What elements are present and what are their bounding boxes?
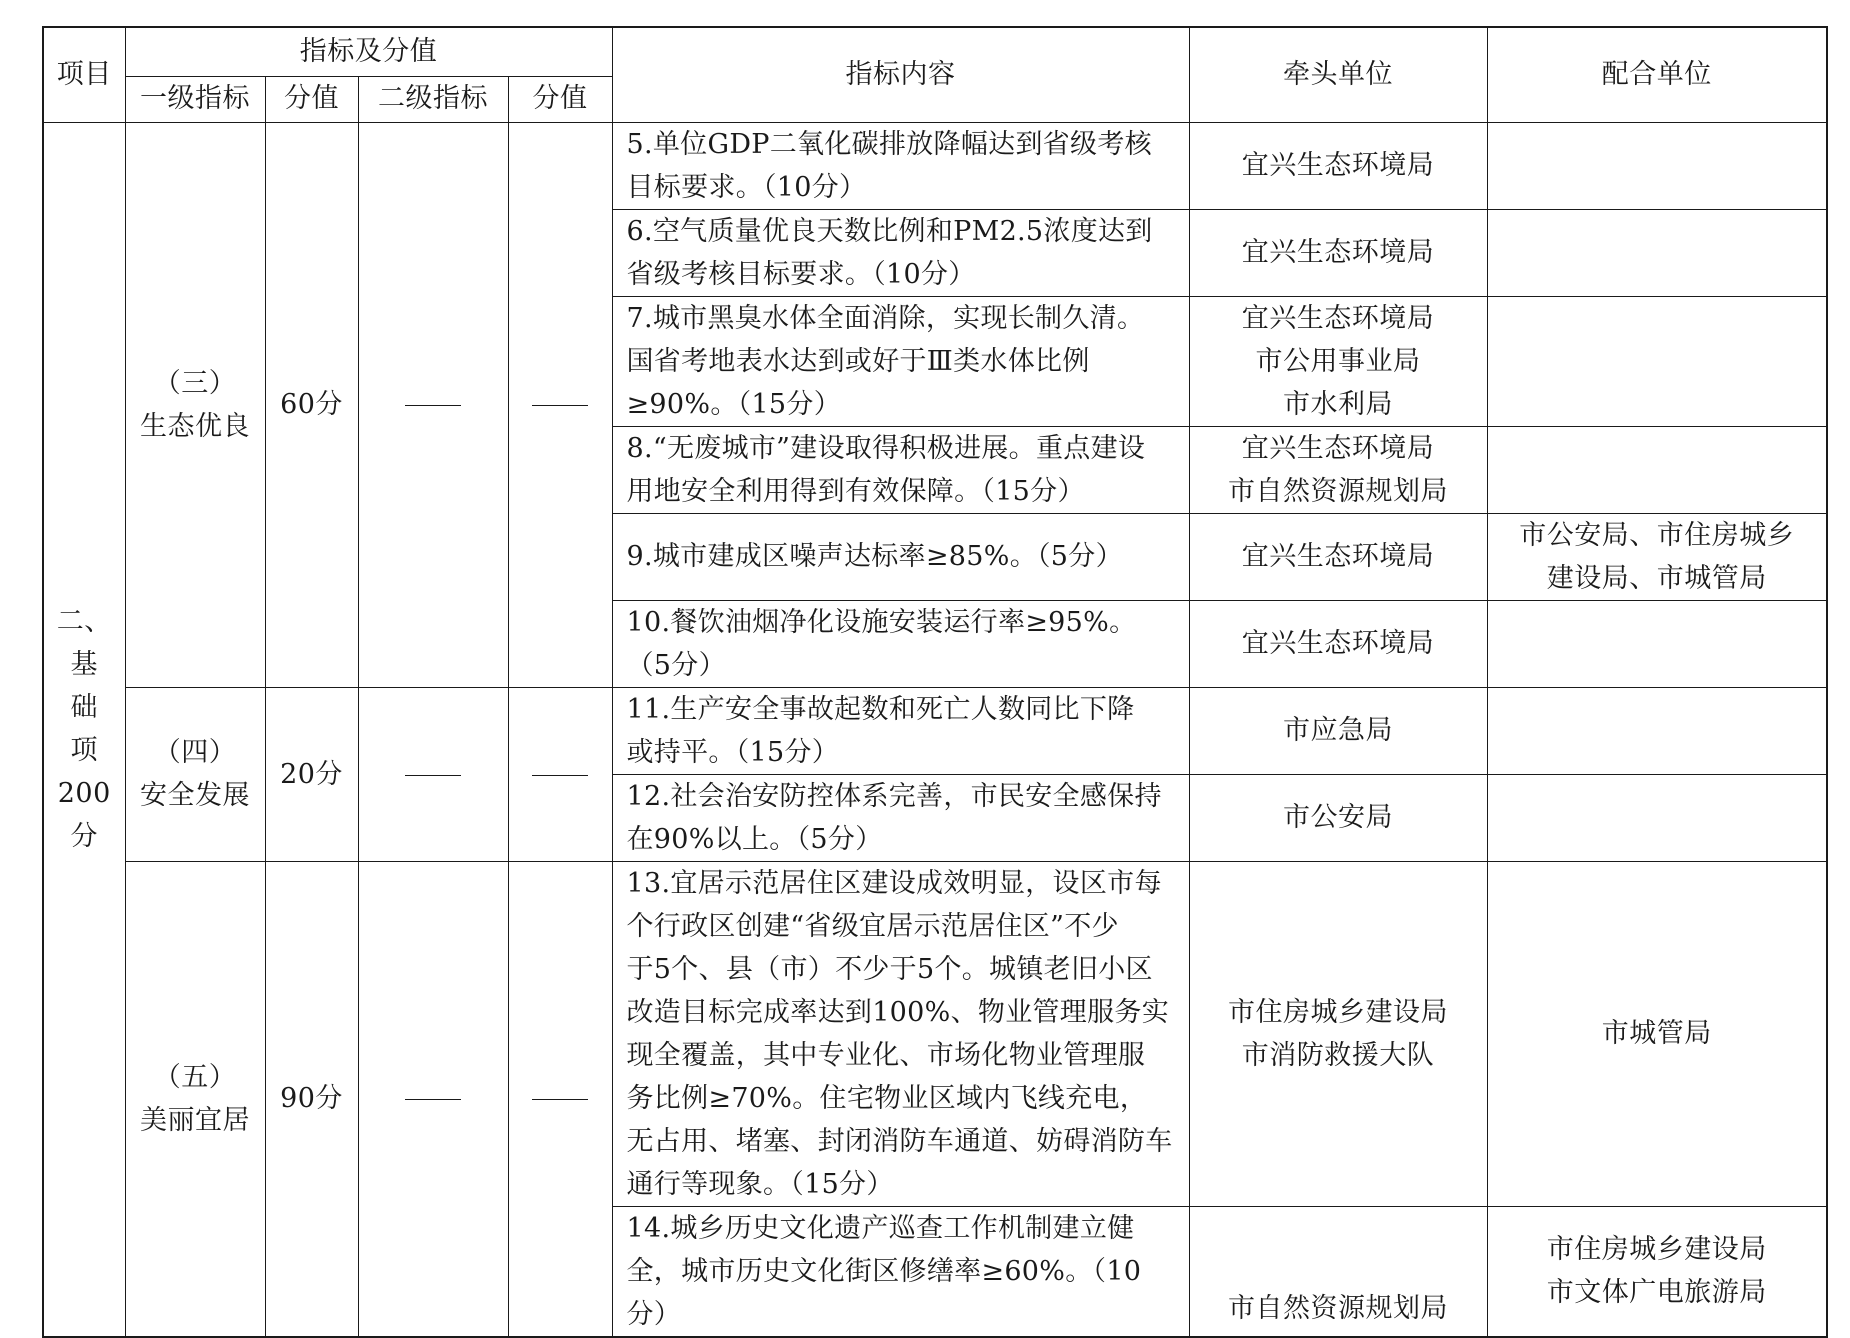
assist-unit: 市城管局	[1601, 1018, 1712, 1049]
level1-cell-safety	[125, 687, 265, 861]
lead-unit: 市消防救援大队	[1241, 1039, 1435, 1071]
content-line: 14.城乡历史文化遗产巡查工作机制建立健	[626, 1212, 1135, 1244]
content-cell	[612, 687, 1189, 774]
score1-cell: 20分	[265, 687, 358, 861]
assist-cell	[1487, 600, 1827, 687]
level1-name: 美丽宜居	[140, 1104, 250, 1136]
dash-placeholder	[405, 405, 461, 406]
content-line: 用地安全利用得到有效保障。（15分）	[626, 475, 1085, 507]
header-score1: 分值	[265, 76, 358, 122]
header-level1: 一级指标	[125, 76, 265, 122]
content-line: 11.生产安全事故起数和死亡人数同比下降	[626, 693, 1135, 725]
content-cell	[612, 209, 1189, 296]
content-line: 5.单位GDP二氧化碳排放降幅达到省级考核	[626, 128, 1152, 160]
header-row-1	[43, 27, 1827, 76]
assist-cell	[1487, 1206, 1827, 1337]
header-project: 项目	[43, 27, 125, 122]
content-line: 无占用、堵塞、封闭消防车通道、妨碍消防车	[626, 1125, 1173, 1157]
score2-cell	[508, 687, 612, 861]
content-line: 通行等现象。（15分）	[626, 1168, 894, 1200]
content-line: 10.餐饮油烟净化设施安装运行率≥95%。	[626, 606, 1137, 638]
assist-unit: 市文体广电旅游局	[1546, 1277, 1767, 1308]
dash-placeholder	[532, 405, 588, 406]
lead-cell	[1189, 296, 1487, 426]
header-content: 指标内容	[612, 27, 1189, 122]
table-row	[43, 687, 1827, 774]
lead-unit: 市应急局	[1283, 715, 1393, 746]
lead-cell	[1189, 687, 1487, 774]
header-indicator-group: 指标及分值	[125, 27, 612, 76]
content-line: 全，城市历史文化街区修缮率≥60%。（10分）	[626, 1255, 1142, 1330]
level1-name: 生态优良	[140, 410, 250, 442]
content-line: 于5个、县（市）不少于5个。城镇老旧小区	[626, 953, 1153, 985]
content-line: 8.“无废城市”建设取得积极进展。重点建设	[626, 432, 1146, 464]
content-line: 或持平。（15分）	[626, 736, 840, 768]
level1-number: （三）	[153, 367, 237, 399]
lead-unit: 宜兴生态环境局	[1241, 628, 1435, 659]
content-line: 在90%以上。（5分）	[626, 823, 883, 855]
level2-cell	[358, 122, 508, 687]
dash-placeholder	[532, 775, 588, 776]
header-level2: 二级指标	[358, 76, 508, 122]
assist-cell	[1487, 861, 1827, 1206]
content-line: 务比例≥70%。住宅物业区域内飞线充电，	[626, 1082, 1148, 1114]
score2-cell	[508, 861, 612, 1337]
content-cell	[612, 426, 1189, 513]
lead-cell	[1189, 122, 1487, 209]
lead-unit: 市公安局	[1283, 802, 1393, 833]
project-label-line: 二、	[56, 606, 112, 637]
dash-placeholder	[405, 1099, 461, 1100]
header-assist-unit: 配合单位	[1487, 27, 1827, 122]
content-line: 现全覆盖，其中专业化、市场化物业管理服	[626, 1039, 1146, 1071]
score1-cell: 90分	[265, 861, 358, 1337]
lead-unit: 宜兴生态环境局	[1241, 432, 1435, 464]
content-cell	[612, 122, 1189, 209]
content-cell	[612, 1206, 1189, 1337]
content-line: 13.宜居示范居住区建设成效明显，设区市每	[626, 867, 1162, 899]
content-cell	[612, 600, 1189, 687]
level2-cell	[358, 861, 508, 1337]
content-line: ≥90%。（15分）	[626, 388, 841, 420]
lead-cell	[1189, 774, 1487, 861]
assist-unit: 市公安局、市住房城乡	[1519, 519, 1795, 551]
lead-unit: 宜兴生态环境局	[1241, 150, 1435, 181]
lead-unit: 宜兴生态环境局	[1241, 302, 1435, 334]
content-line: 国省考地表水达到或好于Ⅲ类水体比例	[626, 345, 1090, 377]
level1-number: （五）	[153, 1061, 237, 1093]
table-row	[43, 122, 1827, 209]
assist-cell	[1487, 687, 1827, 774]
content-line: （5分）	[626, 649, 726, 681]
dash-placeholder	[532, 1099, 588, 1100]
project-label-line: 分	[70, 821, 98, 852]
assist-cell	[1487, 209, 1827, 296]
level1-name: 安全发展	[140, 780, 250, 811]
content-cell	[612, 296, 1189, 426]
header-score2: 分值	[508, 76, 612, 122]
project-label-line: 项	[70, 735, 98, 766]
content-line: 省级考核目标要求。（10分）	[626, 258, 976, 290]
assist-cell	[1487, 296, 1827, 426]
content-line: 7.城市黑臭水体全面消除，实现长制久清。	[626, 302, 1145, 334]
level1-cell-ecology	[125, 122, 265, 687]
content-line: 个行政区创建“省级宜居示范居住区”不少	[626, 910, 1119, 942]
assist-cell	[1487, 122, 1827, 209]
content-cell	[612, 513, 1189, 600]
content-line: 12.社会治安防控体系完善，市民安全感保持	[626, 780, 1162, 812]
project-cell	[43, 122, 125, 1337]
assist-cell	[1487, 426, 1827, 513]
content-line: 目标要求。（10分）	[626, 171, 867, 203]
lead-cell	[1189, 600, 1487, 687]
lead-cell	[1189, 1206, 1487, 1337]
lead-cell	[1189, 513, 1487, 600]
project-label-line: 200	[57, 778, 111, 809]
indicator-table	[42, 26, 1828, 1338]
header-lead-unit: 牵头单位	[1189, 27, 1487, 122]
lead-unit: 宜兴生态环境局	[1241, 237, 1435, 268]
content-cell	[612, 774, 1189, 861]
project-label-line: 础	[70, 692, 98, 723]
dash-placeholder	[405, 775, 461, 776]
lead-cell	[1189, 209, 1487, 296]
level1-number: （四）	[153, 737, 237, 768]
assist-cell	[1487, 513, 1827, 600]
project-label-line: 基	[70, 649, 98, 680]
score2-cell	[508, 122, 612, 687]
assist-unit: 建设局、市城管局	[1546, 562, 1767, 594]
level1-cell-livable	[125, 861, 265, 1337]
lead-cell	[1189, 426, 1487, 513]
assist-cell	[1487, 774, 1827, 861]
content-line: 9.城市建成区噪声达标率≥85%。（5分）	[626, 541, 1123, 572]
lead-unit: 市住房城乡建设局	[1228, 996, 1448, 1028]
score1-cell: 60分	[265, 122, 358, 687]
table-row	[43, 861, 1827, 1206]
content-line: 改造目标完成率达到100%、物业管理服务实	[626, 996, 1169, 1028]
lead-unit: 市水利局	[1283, 388, 1393, 420]
lead-cell	[1189, 861, 1487, 1206]
assist-unit: 市住房城乡建设局	[1546, 1234, 1767, 1265]
lead-unit: 市自然资源规划局	[1228, 1292, 1448, 1324]
content-line: 6.空气质量优良天数比例和PM2.5浓度达到	[626, 215, 1153, 247]
content-cell	[612, 861, 1189, 1206]
lead-unit: 宜兴生态环境局	[1241, 541, 1435, 572]
lead-unit: 市自然资源规划局	[1228, 475, 1448, 507]
level2-cell	[358, 687, 508, 861]
lead-unit: 市公用事业局	[1255, 345, 1421, 377]
